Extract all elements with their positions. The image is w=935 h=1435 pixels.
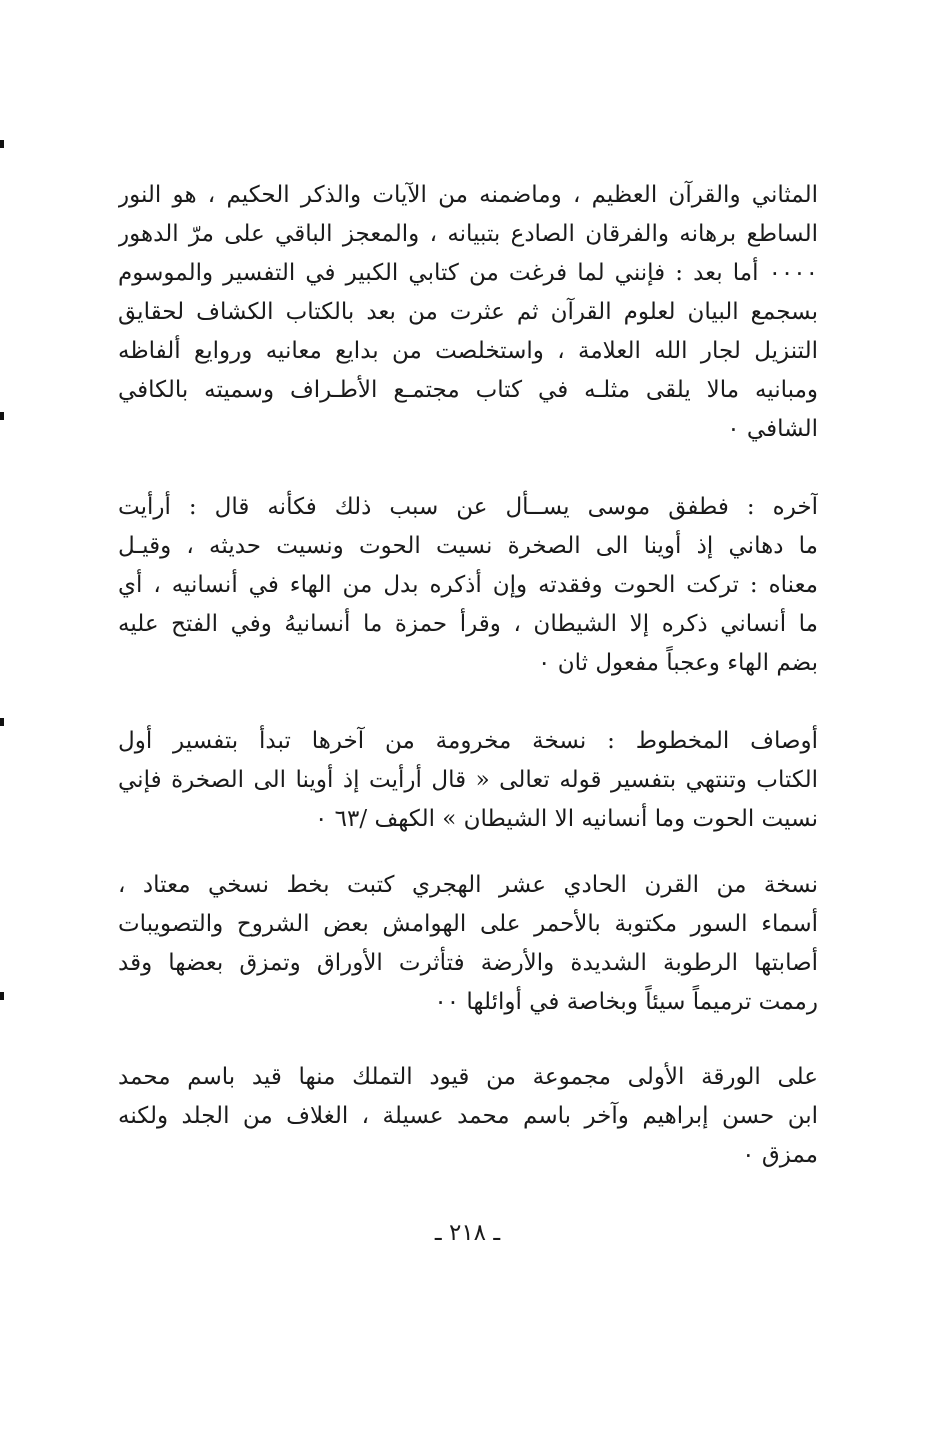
binding-mark bbox=[0, 992, 4, 1000]
text-line: نسيت الحوت وما أنسانيه الا الشيطان » الكهف /٦٣ ٠ bbox=[315, 806, 818, 832]
text-line: معناه : تركت الحوت وفقدته وإن أذكره بدل من الهاء في أنسانيه ، أي bbox=[118, 572, 818, 598]
text-line: ما أنساني ذكره إلا الشيطان ، وقرأ حمزة ما أنسانيهُ وفي الفتح عليه bbox=[118, 611, 818, 637]
text-line: ما دهاني إذ أوينا الى الصخرة نسيت الحوت ونسيت حديثه ، وقيـل bbox=[118, 533, 818, 559]
paragraph-manuscript-description bbox=[118, 722, 818, 839]
text-line: التنزيل لجار الله العلامة ، واستخلصت من بدايع معانيه وروايع ألفاظه bbox=[118, 338, 818, 364]
text-line: الساطع برهانه والفرقان الصادع بتبيانه ، والمعجز الباقي على مرّ الدهور bbox=[118, 221, 818, 247]
binding-mark bbox=[0, 718, 4, 726]
text-line: الكتاب وتنتهي بتفسير قوله تعالى « قال أرأيت إذ أوينا الى الصخرة فإني bbox=[118, 767, 818, 793]
text-line: أسماء السور مكتوبة بالأحمر على الهوامش بعض الشروح والتصويبات bbox=[118, 911, 818, 937]
binding-mark bbox=[0, 140, 4, 148]
paragraph-intro bbox=[118, 176, 818, 449]
page-number: ـ ٢١٨ ـ bbox=[434, 1220, 501, 1246]
text-line: على الورقة الأولى مجموعة من قيود التملك منها قيد باسم محمد bbox=[118, 1064, 818, 1090]
text-line: نسخة من القرن الحادي عشر الهجري كتبت بخط نسخي معتاد ، bbox=[118, 872, 818, 898]
text-line: أصابتها الرطوبة الشديدة والأرضة فتأثرت الأوراق وتمزق بعضها وقد bbox=[118, 950, 818, 976]
binding-mark bbox=[0, 412, 4, 420]
text-line: ٠٠٠٠ أما بعد : فإنني لما فرغت من كتابي الكبير في التفسير والموسوم bbox=[118, 260, 818, 286]
text-line: رممت ترميماً سيئاً وبخاصة في أوائلها ٠٠ bbox=[434, 989, 818, 1015]
paragraph-ending bbox=[118, 488, 818, 683]
text-line: ابن حسن إبراهيم وآخر باسم محمد عسيلة ، الغلاف من الجلد ولكنه bbox=[118, 1103, 818, 1129]
text-line: بسجمع البيان لعلوم القرآن ثم عثرت من بعد بالكتاب الكشاف لحقايق bbox=[118, 299, 818, 325]
text-line: ممزق ٠ bbox=[742, 1142, 818, 1168]
text-line: أوصاف المخطوط : نسخة مخرومة من آخرها تبدأ بتفسير أول bbox=[118, 728, 818, 754]
text-line: المثاني والقرآن العظيم ، وماضمنه من الآيات والذكر الحكيم ، هو النور bbox=[118, 182, 818, 208]
text-line: بضم الهاء وعجباً مفعول ثان ٠ bbox=[538, 650, 818, 676]
text-line: ومبانيه مالا يلقى مثلـه في كتاب مجتمـع الأطـراف وسميته بالكافي bbox=[118, 377, 818, 403]
paragraph-copy-details bbox=[118, 866, 818, 1022]
text-line: آخره : فطفق موسى يســأل عن سبب ذلك فكأنه قال : أرأيت bbox=[118, 494, 818, 520]
text-line: الشافي ٠ bbox=[727, 416, 818, 442]
paragraph-ownership bbox=[118, 1058, 818, 1175]
